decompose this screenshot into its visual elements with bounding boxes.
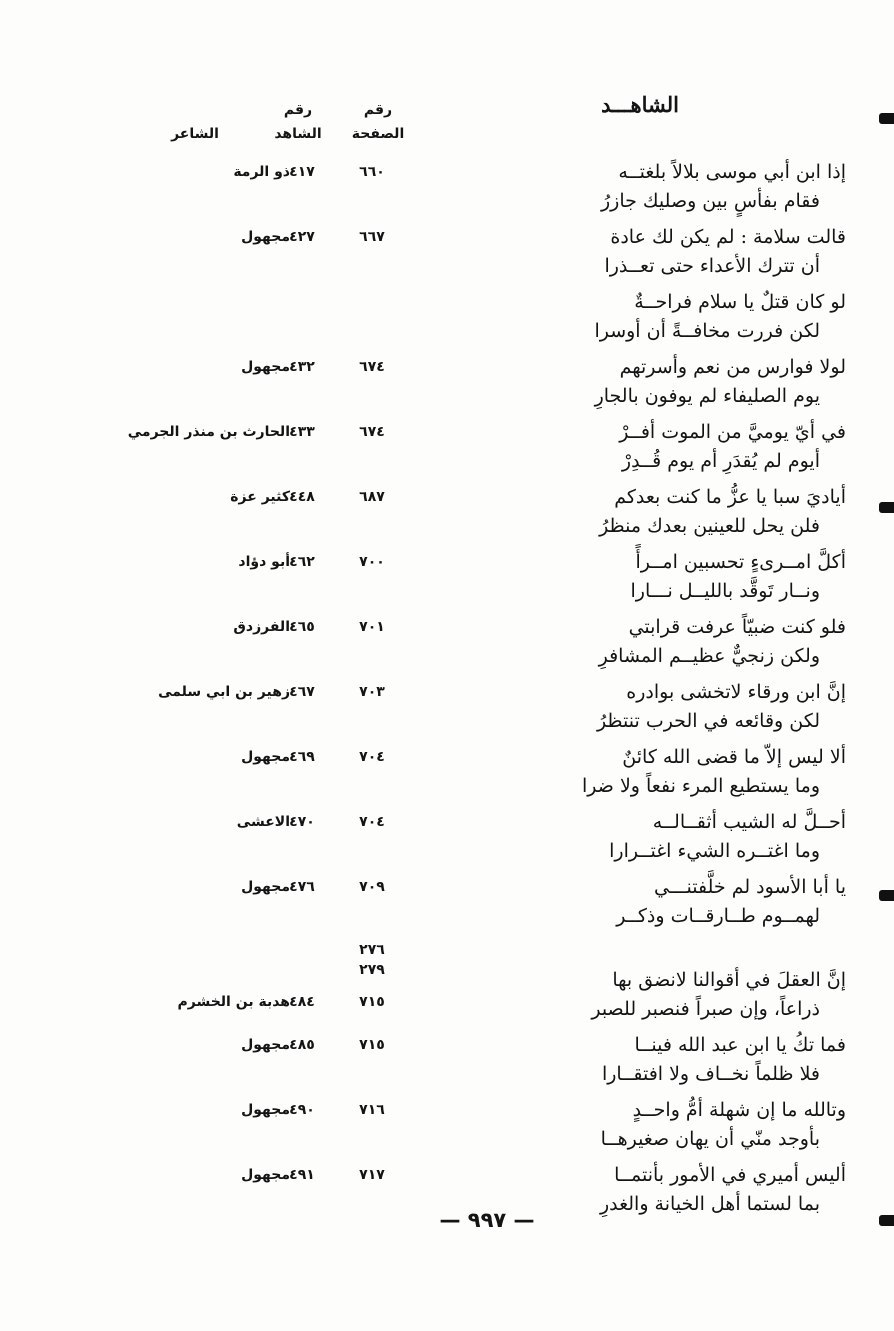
poet-name: مجهول	[241, 1037, 290, 1053]
poet-name: زهير بن ابي سلمى	[158, 684, 290, 700]
verse	[406, 613, 846, 671]
verse-second-hemistich: فلن يحل للعينين بعدك منظرُ	[599, 515, 820, 537]
verse-second-hemistich: بأوجد منّي أن يهان صغيرهــا	[600, 1128, 820, 1150]
poet-name: الاعشى	[236, 814, 290, 830]
list-item	[0, 223, 894, 288]
verse-first-hemistich: ألا ليس إلاّ ما قضى الله كائنٌ	[622, 746, 846, 768]
verse-second-hemistich: لهمــوم طــارقــات وذكــر	[616, 905, 820, 927]
page-number: ٧١٥	[359, 994, 385, 1010]
witness-number: ٤٣٣	[289, 424, 315, 440]
verse-second-hemistich: ولكن زنجيٌّ عظيــم المشافرِ	[598, 645, 820, 667]
list-item	[0, 873, 894, 938]
verse	[406, 288, 846, 346]
poet-name: مجهول	[241, 879, 290, 895]
page-number: ٧١٥	[359, 1037, 385, 1053]
page-number: ٧٠١	[359, 619, 385, 635]
witness-number: ٤٩١	[289, 1167, 315, 1183]
verse-first-hemistich: أليس أميري في الأمور بأنتمــا	[614, 1164, 846, 1186]
verse	[406, 966, 846, 1024]
poet-name: مجهول	[241, 1167, 290, 1183]
poet-name: أبو دؤاد	[238, 554, 290, 570]
page-number: ٦٧٤	[359, 424, 385, 440]
verse	[406, 678, 846, 736]
verse-second-hemistich: أن تترك الأعداء حتى تعــذرا	[604, 255, 820, 277]
witness-number-column-header	[266, 98, 330, 146]
witness-number: ٤٧٠	[289, 814, 315, 830]
page-number: ٦٦٠	[359, 164, 385, 180]
page-number-header-line1: رقم	[363, 102, 393, 118]
page-number: ٢٧٦	[359, 942, 385, 958]
verse-first-hemistich: إذا ابن أبي موسى بلالاً بلغتــه	[618, 161, 846, 183]
witness-number: ٤٩٠	[289, 1102, 315, 1118]
poet-column-header: الشاعر	[171, 126, 219, 142]
page-number: ٧٠٣	[359, 684, 385, 700]
verse-second-hemistich: لكن فررت مخافــةً أن أوسرا	[594, 320, 820, 342]
verse-second-hemistich: أيوم لم يُقدَرِ أم يوم قُــدِرْ	[621, 450, 820, 472]
list-item	[0, 548, 894, 613]
verse-second-hemistich: فقام بفأسٍ بين وصليك جازرُ	[600, 190, 820, 212]
verse	[406, 418, 846, 476]
page-number: ٧٠٠	[359, 554, 385, 570]
page-number: ٦٧٤	[359, 359, 385, 375]
list-item	[0, 288, 894, 353]
verse	[406, 743, 846, 801]
verse-first-hemistich: أكلَّ امــرىءٍ تحسبين امــرأً	[635, 551, 846, 573]
verse-second-hemistich: فلا ظلماً نخــاف ولا افتقــارا	[601, 1063, 820, 1085]
page-number: ٢٧٩	[359, 962, 385, 978]
verse	[406, 223, 846, 281]
verse-first-hemistich: إنَّ العقلَ في أقوالنا لانضق بها	[612, 969, 846, 991]
verse	[406, 548, 846, 606]
witness-number: ٤٤٨	[289, 489, 315, 505]
poet-name: مجهول	[241, 359, 290, 375]
verse-first-hemistich: يا أبا الأسود لم خلَّفتنـــي	[654, 876, 846, 898]
verse-second-hemistich: يوم الصليفاء لم يوفون بالجارِ	[594, 385, 820, 407]
poet-name: مجهول	[241, 1102, 290, 1118]
verse	[406, 158, 846, 216]
witness-number: ٤٨٤	[289, 994, 315, 1010]
witness-number: ٤٢٧	[289, 229, 315, 245]
table-header	[0, 90, 894, 152]
witness-number: ٤٨٥	[289, 1037, 315, 1053]
verse-second-hemistich: وما اغتــره الشيء اغتــرارا	[609, 840, 820, 862]
list-item	[0, 808, 894, 873]
verse	[406, 808, 846, 866]
verse-first-hemistich: في أيّ يوميَّ من الموت أفــرْ	[619, 421, 846, 443]
verse-first-hemistich: فما تكُ يا ابن عبد الله فينــا	[634, 1034, 846, 1056]
list-item	[0, 418, 894, 483]
page-number: ٦٦٧	[359, 229, 385, 245]
page-number: ٧١٧	[359, 1167, 385, 1183]
witness-number: ٤٦٧	[289, 684, 315, 700]
verse-first-hemistich: أياديَ سبا يا عزُّ ما كنت بعدكم	[614, 486, 846, 508]
verse-first-hemistich: قالت سلامة : لم يكن لك عادة	[610, 226, 846, 248]
witness-number: ٤٦٥	[289, 619, 315, 635]
list-item	[0, 938, 894, 966]
list-item	[0, 613, 894, 678]
verse-second-hemistich: وما يستطيع المرء نفعاً ولا ضرا	[582, 775, 820, 797]
page-number: ٧٠٤	[359, 814, 385, 830]
witness-number-header-line2: الشاهد	[274, 126, 322, 142]
verse-second-hemistich: ذراعاً، وإن صبراً فنصبر للصبر	[591, 998, 820, 1020]
verse-first-hemistich: وتالله ما إن شهلة أمُّ واحــدٍ	[632, 1099, 846, 1121]
poet-name: مجهول	[241, 749, 290, 765]
verse	[406, 873, 846, 931]
verse	[406, 1096, 846, 1154]
witness-number: ٤٦٩	[289, 749, 315, 765]
page-number-footer: — ٩٩٧ —	[439, 1208, 535, 1232]
verse-second-hemistich: لكن وقائعه في الحرب تنتظرُ	[596, 710, 820, 732]
page-number: ٧٠٤	[359, 749, 385, 765]
witness-number: ٤٣٢	[289, 359, 315, 375]
verse	[406, 483, 846, 541]
witness-number: ٤٦٢	[289, 554, 315, 570]
page-number: ٦٨٧	[359, 489, 385, 505]
page-number-header-line2: الصفحة	[351, 126, 405, 142]
poet-name: الحارث بن منذر الجرمي	[127, 424, 290, 440]
witness-column-title: الشاهـــد	[601, 92, 679, 117]
verse-first-hemistich: لو كان قتلٌ يا سلام فراحــةٌ	[634, 291, 846, 313]
poet-name: الفرزدق	[233, 619, 290, 635]
list-item	[0, 743, 894, 808]
list-item	[0, 1031, 894, 1096]
verse	[406, 1031, 846, 1089]
witness-number-header-line1: رقم	[283, 102, 313, 118]
page-number: ٧١٦	[359, 1102, 385, 1118]
list-item	[0, 962, 894, 1031]
poet-name: كثير عزة	[230, 489, 290, 505]
page-number: ٧٠٩	[359, 879, 385, 895]
verse-first-hemistich: لولا فوارس من نعم وأسرتهم	[619, 356, 846, 378]
witness-index-list	[0, 158, 894, 1226]
list-item	[0, 678, 894, 743]
poet-name: هدبة بن الخشرم	[177, 994, 290, 1010]
witness-number: ٤٧٦	[289, 879, 315, 895]
page-number-column-header	[346, 98, 410, 146]
verse	[406, 353, 846, 411]
verse-second-hemistich: ونــار تَوقَّد بالليــل نـــارا	[630, 580, 820, 602]
list-item	[0, 483, 894, 548]
list-item	[0, 353, 894, 418]
list-item	[0, 1096, 894, 1161]
poet-name: ذو الرمة	[233, 164, 290, 180]
verse-first-hemistich: أحــلَّ له الشيب أثقــالــه	[652, 811, 846, 833]
verse-second-hemistich: بما لستما أهل الخيانة والغدرِ	[599, 1193, 820, 1215]
verse-first-hemistich: إنَّ ابن ورقاء لاتخشى بوادره	[626, 681, 846, 703]
witness-number: ٤١٧	[289, 164, 315, 180]
list-item	[0, 158, 894, 223]
poet-name: مجهول	[241, 229, 290, 245]
verse-first-hemistich: فلو كنت ضبيّاً عرفت قرابتي	[628, 616, 846, 638]
